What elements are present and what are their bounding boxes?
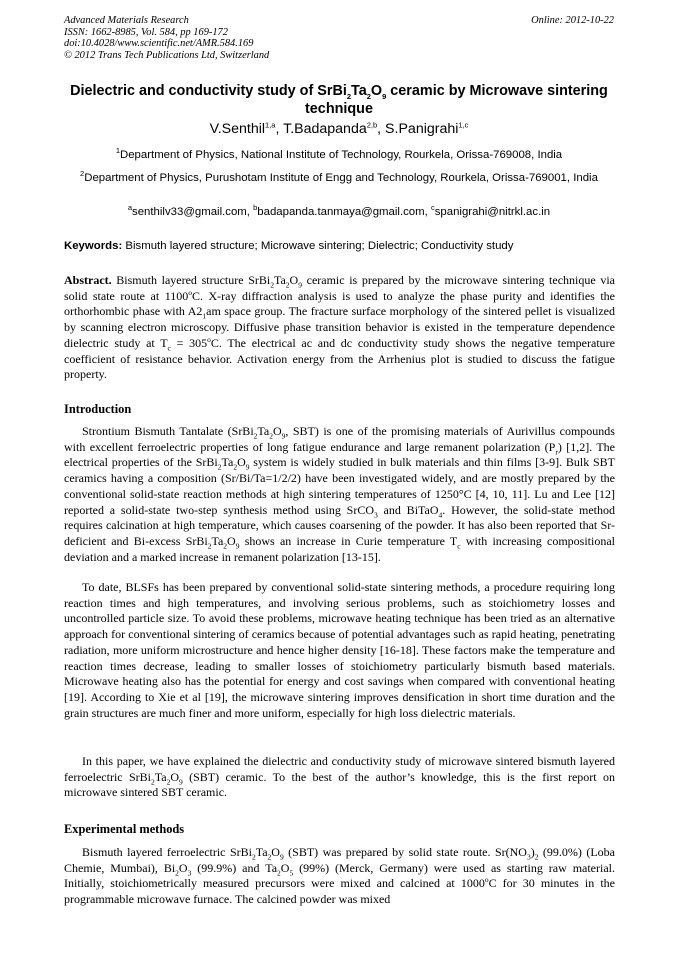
intro-paragraph-1: Strontium Bismuth Tantalate ($SrBi_2Ta_2O_9$, SBT) is one of the promising materials of Aurivillus compounds with excellent ferroelectric properties of long fatigue endurance and large remanent polarization $(P_r)$ [1,2]. The electrical properties of the $SrBi_2Ta_2O_9$ system is widely studied in bulk materials and thin films [3-9]. Bulk SBT ceramics having a composition (Sr/Bi/Ta=1/2/2) have been investigated widely, and are mostly prepared by the conventional solid-state reaction methods at high sintering temperatures of 1250°C [4, 10, 11]. Lu and Lee [12] reported a solid-state two-step synthesis method using SrCO$_3$ and BiTaO$_4$. However, the solid-state method requires calcination at high temperature, which causes coarsening of the powder. It has also been reported that Sr-deficient and Bi-excess $SrBi_2Ta_2O_9$ shows an increase in Curie temperature $T_c$ with increasing compositional deviation and a marked increase in remanent polarization [13-15].	[64, 424, 615, 564]
experimental-heading: Experimental methods	[64, 822, 185, 836]
doi-line: doi:10.4028/www.scientific.net/AMR.584.169	[64, 38, 254, 50]
paper-title: Dielectric and conductivity study of $SrBi_2Ta_2O_9$ ceramic by Microwave sintering technique	[70, 83, 608, 117]
online-date: Online: 2012-10-22	[531, 15, 614, 26]
abstract-label: Abstract.	[64, 273, 112, 287]
author-list: V.Senthil$^{1,a}$, T.Badapanda$^{2,b}$, S.Panigrahi$^{1,c}$	[209, 120, 469, 137]
keywords-label: Keywords:	[64, 240, 123, 252]
affiliation-2: $^2$Department of Physics, Purushotam Institute of Engg and Technology, Rourkela, Orissa-769001, India	[80, 169, 598, 184]
issn-line: ISSN: 1662-8985, Vol. 584, pp 169-172	[64, 26, 228, 38]
journal-name: Advanced Materials Research	[64, 15, 189, 26]
abstract: Abstract. Bismuth layered structure $SrBi_2Ta_2O_9$ ceramic is prepared by the microwave sintering technique via solid state route at 1100$^o$C. X-ray diffraction analysis is used to analyze the phase purity and identifies the orthorhombic phase with $A2_1am$ space group. The fracture surface morphology of the sintered pellet is visualized by scanning electron microscopy. Diffusive phase transition behavior is existed in the temperature dependence dielectric study at $T_c = 305^oC$. The electrical ac and dc conductivity study shows the negative temperature coefficient of resistance behavior. Activation energy from the Arrhenius plot is studied to discuss the fatigue property.	[64, 273, 615, 382]
copyright-line: © 2012 Trans Tech Publications Ltd, Switzerland	[64, 49, 270, 61]
journal-info	[64, 15, 269, 61]
affiliation-1: $^1$Department of Physics, National Institute of Technology, Rourkela, Orissa-769008, India	[115, 146, 563, 161]
author-emails: $^a$senthilv33@gmail.com, $^b$badapanda.tanmaya@gmail.com, $^c$spanigrahi@nitrkl.ac.in	[127, 203, 551, 218]
intro-paragraph-2: To date, BLSFs has been prepared by conventional solid-state sintering methods, a procedure requiring long reaction times and high temperatures, and involving serious problems, such as stoichiometry losses and uncontrolled particle size. To avoid these problems, microwave heating technique has been tried as an alternative approach for conventional sintering of ceramics because of potential advantages such as rapid heating, penetrating radiation, more uniform microstructure and hence higher density [16-18]. These factors make the temperature and reaction times decrease, leading to smaller losses of stoichiometry particularly bismuth based materials. Microwave heating also has the potential for energy and cost savings when compared with conventional heating [19]. According to Xie et al [19], the microwave sintering improves densification in short time duration and the grain structures are much finer and more uniform, especially for high loss dielectric materials.	[64, 580, 615, 720]
experimental-paragraph-1: Bismuth layered ferroelectric $SrBi_2Ta_2O_9$ (SBT) was prepared by solid state route. $Sr(NO_3)_2$ (99.0%) (Loba Chemie, Mumbai), $Bi_2O_3$ (99.9%) and $Ta_2O_5$ (99%) (Merck, Germany) were used as starting raw material. Initially, stoichiometrically measured precursors were mixed and calcined at 1000$^o$C for 30 minutes in the programmable microwave furnace. The calcined powder was mixed	[64, 845, 616, 907]
keywords: Keywords: Bismuth layered structure; Microwave sintering; Dielectric; Conductivity study	[64, 240, 514, 252]
intro-paragraph-3: In this paper, we have explained the dielectric and conductivity study of microwave sintered bismuth layered ferroelectric $SrBi_2Ta_2O_9$ (SBT) ceramic. To the best of the author’s knowledge, this is the first report on microwave sintered SBT ceramic.	[64, 754, 615, 800]
introduction-heading: Introduction	[64, 402, 132, 416]
